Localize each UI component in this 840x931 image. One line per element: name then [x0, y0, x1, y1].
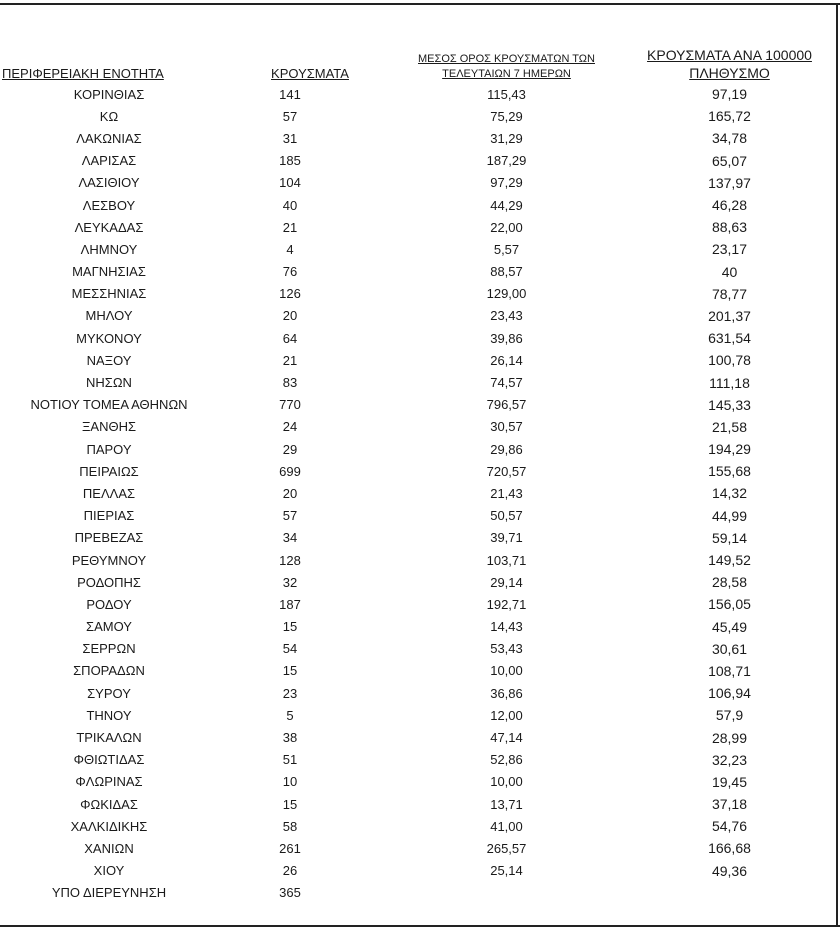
cases-cell: 126: [279, 286, 301, 302]
per100k-cell: 44,99: [711, 507, 748, 524]
table-header: [0, 40, 836, 83]
right-border: [836, 3, 838, 927]
region-cell: ΤΡΙΚΑΛΩΝ: [76, 730, 142, 746]
region-cell: ΥΠΟ ΔΙΕΡΕΥΝΗΣΗ: [51, 885, 167, 901]
table-row: [0, 305, 836, 327]
region-cell: ΝΟΤΙΟΥ ΤΟΜΕΑ ΑΘΗΝΩΝ: [30, 397, 188, 413]
header-row: [0, 40, 836, 83]
region-cell: ΠΙΕΡΙΑΣ: [83, 508, 135, 524]
cases-cell: 5: [286, 707, 294, 723]
cases-cell: 185: [279, 153, 301, 169]
avg7-cell: 26,14: [490, 352, 523, 368]
avg7-cell: 13,71: [490, 796, 523, 812]
avg7-cell: 25,14: [490, 863, 523, 879]
per100k-cell: 149,52: [708, 552, 751, 569]
region-cell: ΜΥΚΟΝΟΥ: [76, 330, 142, 346]
region-cell: ΧΑΛΚΙΔΙΚΗΣ: [70, 818, 148, 834]
cases-cell: 128: [279, 552, 301, 568]
cases-cell: 32: [282, 574, 298, 590]
region-cell: ΧΑΝΙΩΝ: [84, 840, 134, 856]
table-row: [0, 349, 836, 371]
header-per100k: ΚΡΟΥΣΜΑΤΑ ΑΝΑ 100000 ΠΛΗΘΥΣΜΟ: [647, 47, 812, 81]
header-region: ΠΕΡΙΦΕΡΕΙΑΚΗ ΕΝΟΤΗΤΑ: [2, 66, 164, 81]
cases-cell: 40: [282, 197, 298, 213]
avg7-cell: 10,00: [490, 663, 523, 679]
table-row: [0, 216, 836, 238]
cases-cell: 31: [282, 130, 298, 146]
per100k-cell: [623, 882, 836, 904]
per100k-cell: 137,97: [708, 174, 751, 191]
avg7-cell: 52,86: [490, 752, 523, 768]
region-cell: ΝΑΞΟΥ: [86, 352, 132, 368]
table-row: [0, 726, 836, 748]
avg7-cell: 23,43: [490, 308, 523, 324]
region-cell: ΛΕΥΚΑΔΑΣ: [74, 219, 144, 235]
region-cell: ΣΥΡΟΥ: [87, 685, 131, 701]
cases-cell: 64: [282, 330, 298, 346]
cases-cell: 83: [282, 375, 298, 391]
per100k-cell: 28,99: [711, 729, 748, 746]
header-cases: ΚΡΟΥΣΜΑΤΑ: [271, 66, 349, 81]
per100k-cell: 111,18: [709, 374, 750, 391]
per100k-cell: 65,07: [711, 152, 748, 169]
avg7-cell: 31,29: [490, 130, 523, 146]
avg7-cell: 14,43: [490, 619, 523, 635]
table-row: [0, 394, 836, 416]
cases-cell: 21: [282, 219, 298, 235]
bottom-border: [0, 925, 840, 927]
avg7-cell: 5,57: [493, 241, 520, 257]
cases-cell: 57: [282, 508, 298, 524]
avg7-cell: 39,71: [490, 530, 523, 546]
region-cell: ΠΕΙΡΑΙΩΣ: [79, 463, 139, 479]
region-cell: ΤΗΝΟΥ: [86, 707, 132, 723]
cases-cell: 76: [282, 264, 298, 280]
cases-cell: 4: [286, 241, 294, 257]
per100k-cell: 23,17: [711, 241, 748, 258]
table-row: [0, 593, 836, 615]
cases-cell: 365: [279, 885, 301, 901]
per100k-cell: 21,58: [711, 418, 748, 435]
table-row: [0, 771, 836, 793]
table-row: [0, 127, 836, 149]
table-row: [0, 638, 836, 660]
table-row: [0, 505, 836, 527]
header-avg7: ΜΕΣΟΣ ΟΡΟΣ ΚΡΟΥΣΜΑΤΩΝ ΤΩΝ ΤΕΛΕΥΤΑΙΩΝ 7 ΗΜΕΡΩΝ: [418, 53, 595, 80]
avg7-cell: 22,00: [490, 219, 523, 235]
per100k-cell: 57,9: [715, 707, 744, 724]
per100k-cell: 106,94: [708, 685, 751, 702]
table-row: [0, 371, 836, 393]
avg7-cell: 36,86: [490, 685, 523, 701]
region-cell: ΡΟΔΟΥ: [86, 596, 132, 612]
per100k-cell: 108,71: [708, 662, 751, 679]
per100k-cell: 97,19: [711, 86, 748, 103]
cases-cell: 58: [282, 818, 298, 834]
avg7-cell: 21,43: [490, 485, 523, 501]
table-row: [0, 416, 836, 438]
per100k-cell: 40: [721, 263, 738, 280]
per100k-cell: 19,45: [711, 773, 748, 790]
per100k-cell: 145,33: [708, 396, 751, 413]
region-cell: ΠΑΡΟΥ: [86, 441, 132, 457]
table-body: [0, 83, 836, 904]
table-row: [0, 83, 836, 105]
table-row: [0, 527, 836, 549]
cases-cell: 38: [282, 730, 298, 746]
cases-cell: 34: [282, 530, 298, 546]
region-cell: ΛΕΣΒΟΥ: [82, 197, 136, 213]
region-cell: ΛΑΣΙΘΙΟΥ: [78, 175, 140, 191]
cases-cell: 51: [282, 752, 298, 768]
table-row: [0, 793, 836, 815]
table-row: [0, 815, 836, 837]
per100k-cell: 30,61: [711, 640, 748, 657]
table-row: [0, 482, 836, 504]
cases-cell: 23: [282, 685, 298, 701]
region-cell: ΝΗΣΩΝ: [86, 375, 132, 391]
avg7-cell: 53,43: [490, 641, 523, 657]
avg7-cell: 97,29: [490, 175, 523, 191]
cases-cell: 57: [282, 108, 298, 124]
cases-table: [0, 40, 836, 904]
table-row: [0, 704, 836, 726]
avg7-cell: 10,00: [490, 774, 523, 790]
region-cell: ΣΕΡΡΩΝ: [82, 641, 136, 657]
table-row: [0, 837, 836, 859]
cases-cell: 187: [279, 596, 301, 612]
avg7-cell: 192,71: [486, 596, 527, 612]
table-row: [0, 460, 836, 482]
avg7-cell: 265,57: [486, 840, 527, 856]
cases-cell: 20: [282, 485, 298, 501]
per100k-cell: 100,78: [708, 352, 751, 369]
avg7-cell: 74,57: [490, 375, 523, 391]
per100k-cell: 28,58: [711, 574, 748, 591]
region-cell: ΣΠΟΡΑΔΩΝ: [73, 663, 145, 679]
per100k-cell: 201,37: [708, 307, 751, 324]
region-cell: ΜΑΓΝΗΣΙΑΣ: [72, 264, 146, 280]
per100k-cell: 59,14: [711, 529, 748, 546]
avg7-cell: 39,86: [490, 330, 523, 346]
per100k-cell: 46,28: [711, 197, 748, 214]
cases-cell: 104: [279, 175, 301, 191]
avg7-cell: 29,14: [490, 574, 523, 590]
per100k-cell: 631,54: [708, 330, 751, 347]
avg7-cell: 30,57: [490, 419, 523, 435]
region-cell: ΛΗΜΝΟΥ: [80, 241, 138, 257]
per100k-cell: 165,72: [708, 108, 751, 125]
table-row: [0, 571, 836, 593]
per100k-cell: 54,76: [711, 818, 748, 835]
per100k-cell: 37,18: [711, 796, 748, 813]
per100k-cell: 155,68: [708, 463, 751, 480]
table-row: [0, 172, 836, 194]
region-cell: ΚΟΡΙΝΘΙΑΣ: [73, 86, 145, 102]
avg7-cell: 115,43: [487, 86, 526, 102]
avg7-cell: 75,29: [490, 108, 523, 124]
per100k-cell: 45,49: [711, 618, 748, 635]
cases-cell: 20: [282, 308, 298, 324]
region-cell: ΦΘΙΩΤΙΔΑΣ: [73, 752, 145, 768]
avg7-cell: 29,86: [490, 441, 523, 457]
cases-cell: 54: [282, 641, 298, 657]
region-cell: ΚΩ: [99, 108, 119, 124]
avg7-cell: 12,00: [490, 707, 523, 723]
cases-cell: 24: [282, 419, 298, 435]
avg7-cell: 88,57: [490, 264, 523, 280]
region-cell: ΛΑΡΙΣΑΣ: [81, 153, 137, 169]
table-row: [0, 882, 836, 904]
region-cell: ΠΡΕΒΕΖΑΣ: [74, 530, 144, 546]
region-cell: ΠΕΛΛΑΣ: [82, 485, 136, 501]
per100k-cell: 166,68: [708, 840, 751, 857]
per100k-cell: 194,29: [708, 441, 751, 458]
region-cell: ΡΕΘΥΜΝΟΥ: [71, 552, 147, 568]
cases-cell: 15: [282, 619, 298, 635]
table-row: [0, 616, 836, 638]
cases-cell: 141: [279, 86, 301, 102]
region-cell: ΣΑΜΟΥ: [86, 619, 132, 635]
table-row: [0, 549, 836, 571]
cases-cell: 15: [282, 663, 298, 679]
table-row: [0, 860, 836, 882]
per100k-cell: 14,32: [711, 485, 748, 502]
avg7-cell: 50,57: [490, 508, 523, 524]
region-cell: ΜΗΛΟΥ: [85, 308, 133, 324]
region-cell: ΦΛΩΡΙΝΑΣ: [75, 774, 143, 790]
avg7-cell: 44,29: [490, 197, 523, 213]
table-row: [0, 261, 836, 283]
cases-cell: 699: [279, 463, 301, 479]
table-row: [0, 327, 836, 349]
per100k-cell: 34,78: [711, 130, 748, 147]
table-row: [0, 660, 836, 682]
avg7-cell: 720,57: [486, 463, 527, 479]
avg7-cell: [390, 882, 623, 904]
table-row: [0, 438, 836, 460]
cases-cell: 26: [282, 863, 298, 879]
avg7-cell: 103,71: [486, 552, 527, 568]
cases-cell: 21: [282, 352, 298, 368]
per100k-cell: 49,36: [711, 862, 748, 879]
table-row: [0, 749, 836, 771]
top-border: [0, 3, 840, 5]
cases-cell: 770: [279, 397, 301, 413]
region-cell: ΜΕΣΣΗΝΙΑΣ: [71, 286, 147, 302]
per100k-cell: 78,77: [711, 285, 748, 302]
table-row: [0, 194, 836, 216]
cases-cell: 261: [279, 840, 301, 856]
cases-cell: 10: [282, 774, 298, 790]
per100k-cell: 88,63: [711, 219, 748, 236]
table-row: [0, 682, 836, 704]
avg7-cell: 129,00: [486, 286, 527, 302]
per100k-cell: 32,23: [711, 751, 748, 768]
avg7-cell: 47,14: [490, 730, 523, 746]
region-cell: ΞΑΝΘΗΣ: [81, 419, 137, 435]
avg7-cell: 796,57: [486, 397, 527, 413]
per100k-cell: 156,05: [708, 596, 751, 613]
table-row: [0, 283, 836, 305]
table-row: [0, 238, 836, 260]
avg7-cell: 187,29: [486, 153, 527, 169]
region-cell: ΦΩΚΙΔΑΣ: [80, 796, 138, 812]
region-cell: ΧΙΟΥ: [93, 863, 125, 879]
cases-cell: 29: [282, 441, 298, 457]
region-cell: ΡΟΔΟΠΗΣ: [77, 574, 141, 590]
region-cell: ΛΑΚΩΝΙΑΣ: [76, 130, 142, 146]
table-row: [0, 150, 836, 172]
cases-cell: 15: [282, 796, 298, 812]
table-row: [0, 105, 836, 127]
avg7-cell: 41,00: [490, 818, 523, 834]
